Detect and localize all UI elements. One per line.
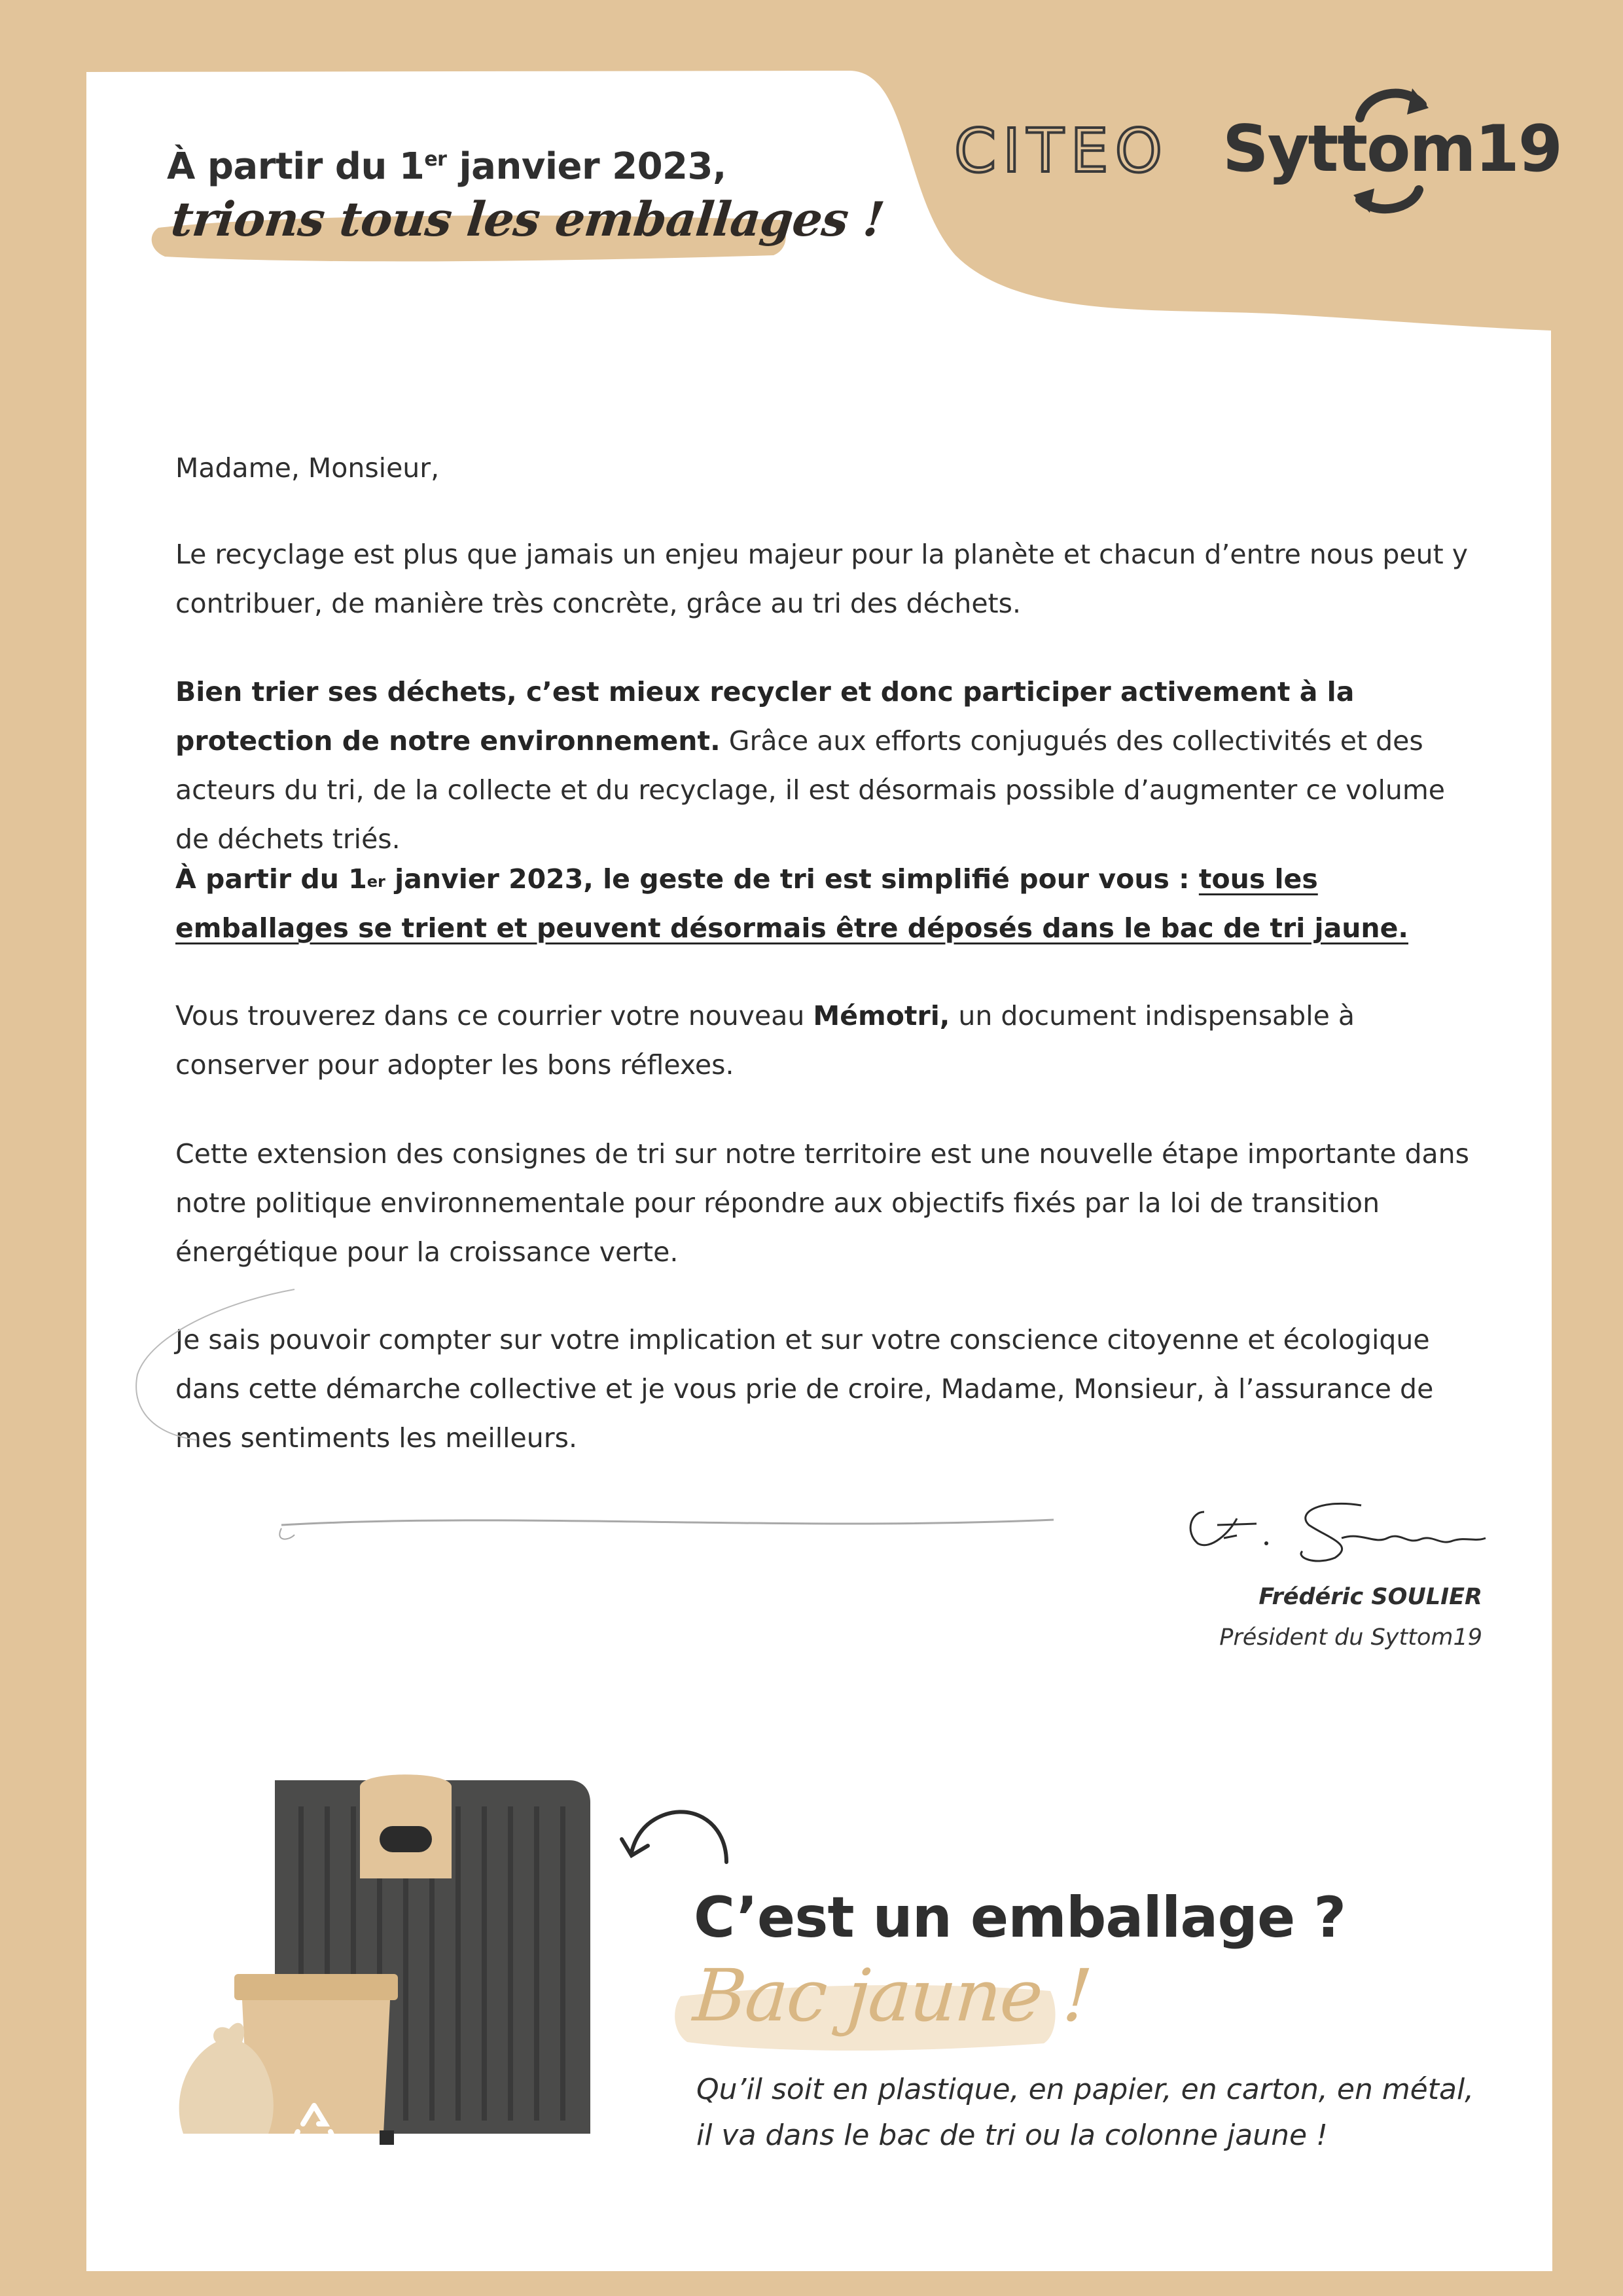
recycling-bins-illustration	[164, 1767, 635, 2147]
callout-subtitle: Qu’il soit en plastique, en papier, en carton, en métal, il va dans le bac de tri ou la colonne jaune !	[696, 2073, 1474, 2152]
headline: À partir du 1er janvier 2023,	[167, 145, 726, 188]
tagline: trions tous les emballages !	[168, 191, 887, 247]
syttom19-logo: Syttom19	[1222, 112, 1561, 187]
salutation: Madame, Monsieur,	[175, 452, 440, 484]
paragraph-6: Je sais pouvoir compter sur votre implication et sur votre conscience citoyenne et écologique dans cette démarche collective et je vous prie de croire, Madame, Monsieur, à l’assurance de mes sentiments les meilleurs.	[175, 1324, 1434, 1454]
callout-script: Bac jaune !	[690, 1954, 1094, 2037]
paragraph-3-underlined: tous les emballages se trient et peuvent désormais être déposés dans le bac de tri jaune.	[175, 863, 1408, 944]
paragraph-1: Le recyclage est plus que jamais un enjeu majeur pour la planète et chacun d’entre nous peut y contribuer, de manière très concrète, grâce au tri des déchets.	[175, 539, 1468, 619]
signer-role: Président du Syttom19	[1219, 1624, 1482, 1651]
citeo-logo: CITEO	[954, 116, 1169, 186]
signer-name: Frédéric SOULIER	[1258, 1584, 1482, 1610]
handwritten-signature	[1178, 1492, 1492, 1571]
paragraph-5: Cette extension des consignes de tri sur notre territoire est une nouvelle étape importante dans notre politique environnementale pour répondre aux objectifs fixés par la loi de transition énergétique pour la croissance verte.	[175, 1138, 1470, 1268]
paragraph-2	[175, 668, 1481, 864]
recycle-icon	[285, 2098, 344, 2157]
paragraph-2-rest: Grâce aux efforts conjugués des collectivités et des acteurs du tri, de la collecte et du recyclage, il est désormais possible d’augmenter ce volume de déchets triés.	[175, 725, 1446, 855]
callout-title: C’est un emballage ?	[694, 1885, 1346, 1950]
curved-arrow-icon	[615, 1793, 733, 1865]
paragraph-3: À partir du 1er janvier 2023, le geste de tri est simplifié pour vous : tous les emballages se trient et peuvent désormais être déposés dans le bac de tri jaune.	[175, 863, 1408, 944]
paragraph-2-bold: Bien trier ses déchets, c’est mieux recycler et donc participer activement à la protection de notre environnement.	[175, 676, 1355, 757]
paragraph-4: Vous trouverez dans ce courrier votre nouveau Mémotri, un document indispensable à conserver pour adopter les bons réflexes.	[175, 1000, 1355, 1081]
